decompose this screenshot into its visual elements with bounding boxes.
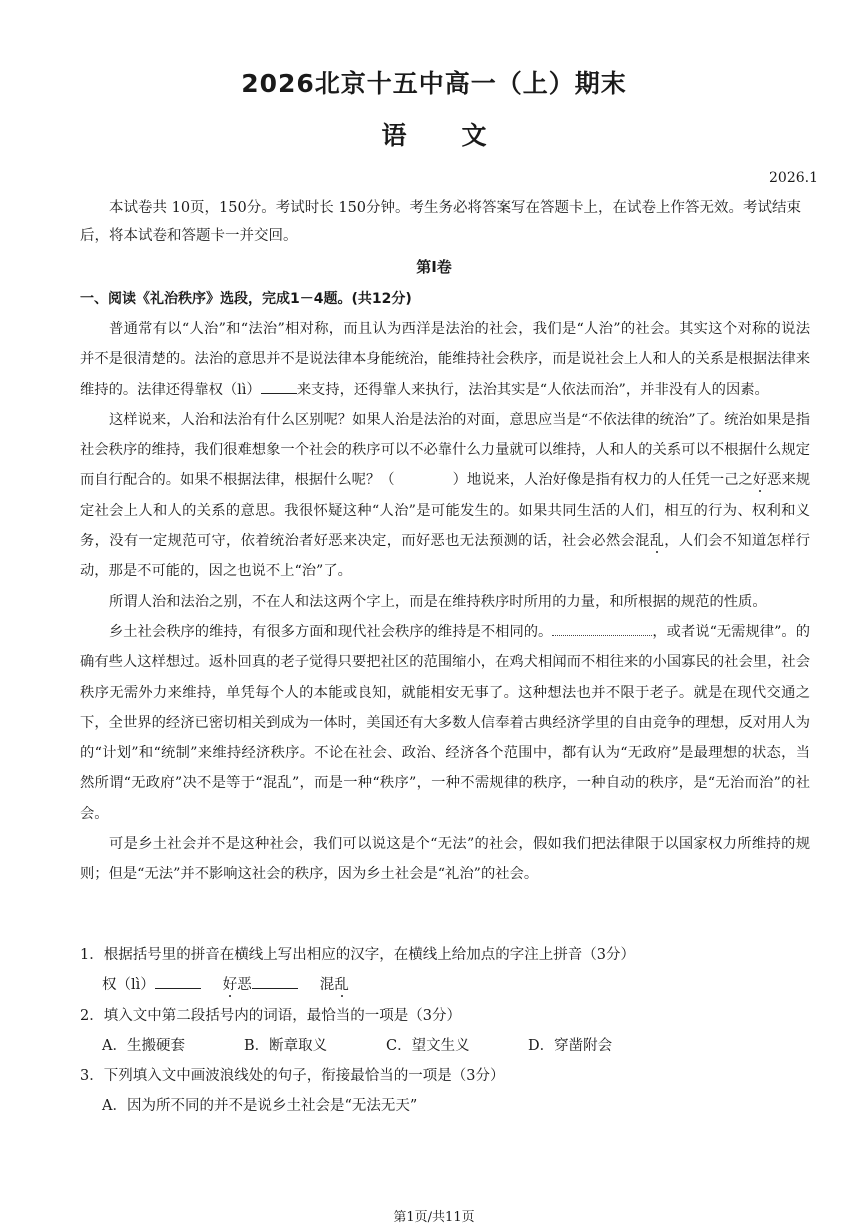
dotted-character: 好 <box>222 977 238 994</box>
question-2-options <box>80 1031 810 1061</box>
exam-title: 2026北京十五中高一（上）期末 <box>241 69 627 98</box>
passage-paragraph-2 <box>80 405 810 587</box>
answer-blank <box>252 974 298 989</box>
q2-option-b: B．断章取义 <box>244 1037 328 1054</box>
passage-text: ）地说来，人治好像是指有权力的人任凭一己之 <box>452 472 753 489</box>
passage-text: 普通常有以“人治”和“法治”相对称，而且认为西洋是法治的社会，我们是“人治”的社会。其实这个对称的说法并不是很清楚的。法治的意思并不是说法律本身能统治，能维持社会秩序，而是说社会上人和人的关系是根据法律来维持的。法律还得靠权（lì） <box>80 321 810 398</box>
q1-text: 混 <box>319 977 335 994</box>
q2-option-c: C．望文生义 <box>386 1037 470 1054</box>
passage-paragraph-1 <box>80 314 810 405</box>
reading-passage <box>80 314 810 890</box>
passage-text: ，或者说“无需规律”。的确有些人这样想过。返朴回真的老子觉得只要把社区的范围缩小，在鸡犬相闻而不相往来的小国寡民的社会里，社会秩序无需外力来维持，单凭每个人的本能或良知，就能相安无事了。这种想法也并不限于老子。就是在现代交通之下，全世界的经济已密切相关到成为一体时，美国还有大多数人信奉着古典经济学里的自由竞争的理想，反对用人为的“计划”和“统制”来维持经济秩序。不论在社会、政治、经济各个范围中，都有认为“无政府”是最理想的状态，当然所谓“无政府”决不是等于“混乱”，而是一种“秩序”，一种不需规律的秩序，一种自动的秩序，是“无治而治”的社会。 <box>80 623 811 822</box>
q2-option-d: D．穿凿附会 <box>528 1037 613 1054</box>
answer-blank <box>155 974 201 989</box>
wavy-underline-blank <box>552 625 652 636</box>
dotted-character: 乱 <box>649 533 665 550</box>
passage-text: 恶来规定社会上人和人的关系的意思。我很怀疑这种“人治”是可能发生的。如果共同生活的人们，相互的行为、权利和义务，没有一定规范可守，依着统治者好恶来决定，而好恶也无法预测的话，社会必然会混 <box>80 472 811 550</box>
question-3: 3．下列填入文中画波浪线处的句子，衔接最恰当的一项是（3分） <box>80 1068 505 1085</box>
dotted-character: 好 <box>752 472 768 489</box>
passage-paragraph-5: 可是乡土社会并不是这种社会，我们可以说这是个“无法”的社会，假如我们把法律限于以国家权力所维持的规则；但是“无法”并不影响这社会的秩序，因为乡土社会是“礼治”的社会。 <box>80 836 810 883</box>
question-1-items <box>80 970 810 1000</box>
passage-text: ，人们会不知道怎样行动，那是不可能的，因之也说不上“治”了。 <box>80 533 811 580</box>
q1-item-hunluan <box>320 977 349 993</box>
passage-text: 来支持，还得靠人来执行，法治其实是“人依法而治”，并非没有人的因素。 <box>296 381 769 398</box>
q1-item-haowu <box>223 977 252 993</box>
exam-instructions: 本试卷共 10页，150分。考试时长 150分钟。考生务必将答案写在答题卡上，在试卷上作答无效。考试结束后，将本试卷和答题卡一并交回。 <box>80 200 802 244</box>
passage-text: 乡土社会秩序的维持，有很多方面和现代社会秩序的维持是不相同的。 <box>109 623 553 640</box>
question-2: 2．填入文中第二段括号内的词语，最恰当的一项是（3分） <box>80 1007 461 1024</box>
question-1: 1．根据括号里的拼音在横线上写出相应的汉字，在横线上给加点的字注上拼音（3分） <box>80 947 635 963</box>
exam-subject: 语文 <box>381 121 542 150</box>
q2-option-a: A．生搬硬套 <box>102 1037 185 1054</box>
q1-item-li: 权（lì） <box>102 977 155 994</box>
page-number: 第1页/共11页 <box>393 1210 475 1225</box>
fill-blank-line <box>261 379 297 394</box>
passage-paragraph-4 <box>80 617 810 829</box>
q3-option-a: A．因为所不同的并不是说乡土社会是“无法无天” <box>102 1098 418 1115</box>
volume-heading: 第Ⅰ卷 <box>416 258 452 276</box>
dotted-character: 乱 <box>334 977 349 994</box>
exam-date: 2026.1 <box>769 170 818 186</box>
passage-text: 这样说来，人治和法治有什么区别呢？如果人治是法治的对面，意思应当是“不依法律的统治”了。统治如果是指社会秩序的维持，我们很难想象一个社会的秩序可以不必靠什么力量就可以维持，人和人的关系可以不根据什么规定而自行配合的。如果不根据法律，根据什么呢？（ <box>80 411 810 489</box>
passage-paragraph-3: 所谓人治和法治之别，不在人和法这两个字上，而是在维持秩序时所用的力量，和所根据的规范的性质。 <box>109 593 767 610</box>
q1-text: 恶 <box>237 977 252 994</box>
question-list <box>80 940 810 1122</box>
section-heading: 一、阅读《礼治秩序》选段，完成1－4题。(共12分) <box>80 291 412 307</box>
